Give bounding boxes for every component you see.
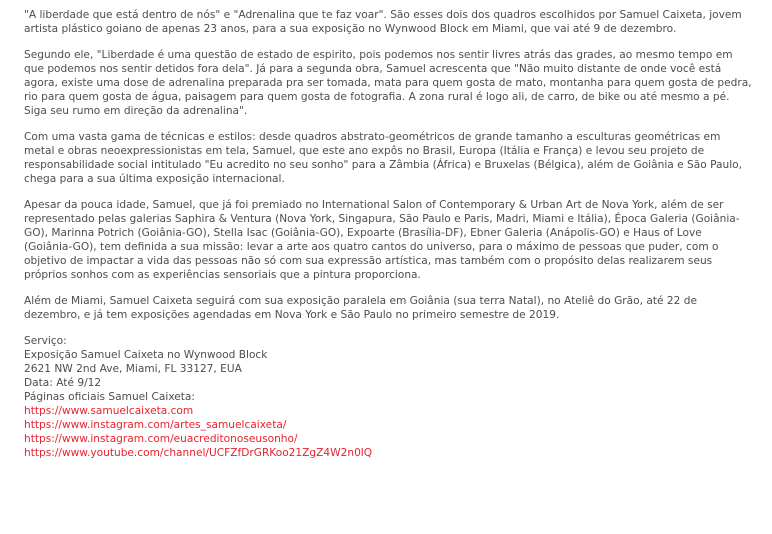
article-paragraph-techniques: Com uma vasta gama de técnicas e estilos: desde quadros abstrato-geométricos de grande tamanho a esculturas geométricas em metal e obras neoexpressionistas em tela, Samuel, que este ano expôs no Brasil, Europa (Itália e França) e levou seu projeto de responsabilidade social intitulado "Eu acredito no seu sonho" para a Zâmbia (África) e Bruxelas (Bélgica), além de Goiânia e São Paulo, chega para a sua última exposição internacional. [24,131,742,185]
link-youtube[interactable]: https://www.youtube.com/channel/UCFZfDrGRKoo21ZgZ4W2n0lQ [24,447,373,459]
service-address: 2621 NW 2nd Ave, Miami, FL 33127, EUA [24,363,242,375]
link-instagram-sonho[interactable]: https://www.instagram.com/euacreditonoseusonho/ [24,433,298,445]
article-body [24,8,752,460]
article-paragraph-next-exhibitions: Além de Miami, Samuel Caixeta seguirá com sua exposição paralela em Goiânia (sua terra Natal), no Ateliê do Grão, até 22 de dezembro, e já tem exposições agendadas em Nova York e São Paulo no primeiro semestre de 2019. [24,295,697,321]
service-date: Data: Até 9/12 [24,377,102,389]
article-paragraph-quote: Segundo ele, "Liberdade é uma questão de estado de espirito, pois podemos nos sentir livres atrás das grades, ao mesmo tempo em que podemos nos sentir detidos fora dela". Já para a segunda obra, Samuel acrescenta que "Não muito distante de onde você está agora, existe uma dose de adrenalina preparada pra ser tomada, mata para quem gosta de mato, montanha para quem gosta de pedra, rio para quem gosta de água, paisagem para quem gosta de fotografia. A zona rural é logo ali, de carro, de bike ou até mesmo a pé. Siga seu rumo em direção da adrenalina". [24,49,752,117]
service-exhibition-name: Exposição Samuel Caixeta no Wynwood Block [24,349,268,361]
service-info [24,334,752,460]
article-paragraph-mission: Apesar da pouca idade, Samuel, que já foi premiado no International Salon of Contemporary & Urban Art de Nova York, além de ser representado pelas galerias Saphira & Ventura (Nova York, Singapura, São Paulo e Paris, Madri, Miami e Itália), Época Galeria (Goiânia-GO), Marinna Potrich (Goiânia-GO), Stella Isac (Goiânia-GO), Expoarte (Brasília-DF), Ebner Galeria (Anápolis-GO) e Haus of Love (Goiânia-GO), tem definida a sua missão: levar a arte aos quatro cantos do universo, para o máximo de pessoas que puder, com o objetivo de impactar a vida das pessoas não só com sua expressão artística, mas também com o propósito delas realizarem seus próprios sonhos com as experiências sensoriais que a pintura proporciona. [24,199,740,281]
service-official-pages-label: Páginas oficiais Samuel Caixeta: [24,391,195,403]
link-website[interactable]: https://www.samuelcaixeta.com [24,405,194,417]
link-instagram-artes[interactable]: https://www.instagram.com/artes_samuelcaixeta/ [24,419,287,431]
service-heading: Serviço: [24,335,67,347]
article-paragraph-intro: "A liberdade que está dentro de nós" e "Adrenalina que te faz voar". São esses dois dos quadros escolhidos por Samuel Caixeta, jovem artista plástico goiano de apenas 23 anos, para a sua exposição no Wynwood Block em Miami, que vai até 9 de dezembro. [24,9,742,35]
